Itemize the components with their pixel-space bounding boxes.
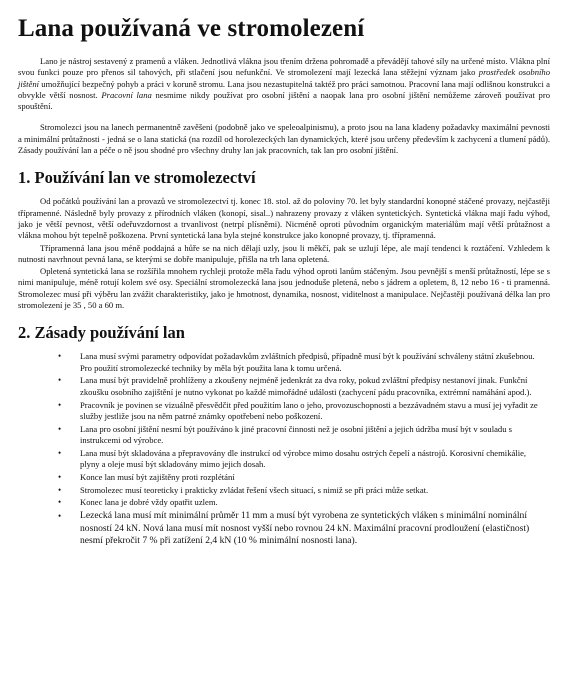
list-item: • Lana musí být pravidelně prohlíženy a zkoušeny nejméně jedenkrát za dva roky, pokud zvláštní předpisy nestanoví jinak. Funkční zkoušku osobního zajištění je nutno vykonat po každé mimořádné události (zachycení pádu pracovníka, extrémní namáhání apod.).	[80, 375, 550, 398]
list-item: • Konec lana je dobré vždy opatřit uzlem.	[80, 497, 550, 508]
intro-text-b: umožňující bezpečný pohyb a práci v koruně stromu. Lana jsou nezastupitelná taktéž pro práci samotnou. Pracovní lana mají odlišnou konstrukci a obvykle větší nosnost.	[18, 78, 550, 100]
section-1-paragraph-1: Od počátků používání lan a provazů ve stromolezectví tj. konec 18. stol. až do poloviny 70. let byly standardní konopné stáčené provazy, nejčastěji třípramenné. Následně byly provazy z přírodních vláken (konopí, sisal..) nahrazeny provazy z vláken syntetických. Syntetická vlákna mají řadu výhod, jako je větší pevnost, větší odeřuvzdornost a trvanlivost (netrpí plísněmi). Nicméně oproti původním organickým materiálům mají větší průtažnost a vlákna mohou být tepelně poškozena. První syntetická lana byla stejné konstrukce jako konopné provazy, tj. třípramenná.	[18, 196, 550, 241]
intro-emphasis-1: prostředek osobního jištění	[18, 67, 550, 89]
list-item: • Lezecká lana musí mít minimální průměr 11 mm a musí být vyrobena ze syntetických vláken s minimální nominální nosností 24 kN. Nová lana musí mít nosnost vyšší nebo rovnou 24 kN. Maximální pracovní prodloužení (elastičnost) nesmí překročit 7 % při zatížení 2,4 kN (10 % minimální nosnosti lana).	[80, 510, 550, 548]
rules-list	[18, 351, 550, 548]
intro-text-c: nesmime nikdy používat pro osobní jištění a naopak lana pro osobní jištění nemůžeme zároveň používat pro spouštění.	[18, 89, 550, 112]
list-item: • Stromolezec musí teoreticky i prakticky zvládat řešení všech situací, s nimiž se při práci může setkat.	[80, 485, 550, 496]
intro-paragraph-2: Stromolezci jsou na lanech permanentně zavěšeni (podobně jako ve speleoalpinismu), a proto jsou na lana kladeny požadavky maximální pevnosti a minimální průtažnosti - jedná se o lana statická (na rozdíl od horolezeckých lan dynamických, které jsou určeny především k zachycení a tlumení pádů). Zásady používání lan a péče o ně jsou shodné pro všechny druhy lan jak pracovních, tak lan pro osobní jištění.	[18, 122, 550, 156]
section-2-heading: 2. Zásady používání lan	[18, 323, 185, 343]
intro-paragraph-1	[18, 56, 550, 112]
intro-text-a: Lano je nástroj sestavený z pramenů a vláken. Jednotlivá vlákna jsou třením držena pohromadě a převádějí tahové síly na určené místo. Vlákna plní svou funkci pouze pro přenos sil tahových, při stlačení jsou nefunkční. Ve stromolezení mají lezecká lana stěžejní význam jako	[18, 56, 550, 78]
section-1-heading: 1. Používání lan ve stromolezectví	[18, 168, 256, 188]
list-item: • Lana musí být skladována a přepravovány dle instrukcí od výrobce mimo dosahu ostrých čepelí a nástrojů. Korosivní chemikálie, plyny a oleje musí být skladovány mimo jejich dosah.	[80, 448, 550, 471]
list-item: • Konce lan musí být zajištěny proti rozplétání	[80, 472, 550, 483]
list-item: • Pracovník je povinen se vizuálně přesvědčit před použitím lano o jeho, provozuschopnosti a bezzávadném stavu a musí jej vyřadit ze služby jestliže jsou na něm patrné známky opotřebení nebo poškození.	[80, 400, 550, 423]
intro-emphasis-2: Pracovní lana	[101, 89, 152, 100]
document-title: Lana používaná ve stromolezení	[18, 15, 365, 42]
list-item: • Lana pro osobní jištění nesmí být používáno k jiné pracovní činnosti než je osobní jištění a jejich údržba musí být v souladu s instrukcemi od výrobce.	[80, 424, 550, 447]
list-item: • Lana musí svými parametry odpovídat požadavkům zvláštních předpisů, případně musí být k používání schváleny státní zkušebnou. Pro použití stromolezecké techniky by měla být použita lana k tomu určená.	[80, 351, 550, 374]
section-1-paragraph-3: Opletená syntetická lana se rozšířila mnohem rychleji protože měla řadu výhod oproti lanům stáčeným. Jsou pevnější s menší průtažností, lépe se s nimi manipuluje, méně rotují kolem své osy. Speciální stromolezecká lana jsou jednoduše pletená, nebo s jádrem a opletem, 8, 12 nebo 16 - ti pramenná. Stromolezec musí při výběru lan zvážit charakteristiky, jako je hmotnost, dynamika, nosnost, viditelnost a manipulace. Nejčastěji používaná délka lan pro stromolezení je 35 , 50 a 60 m.	[18, 266, 550, 311]
section-1-paragraph-2: Třípramenná lana jsou méně poddajná a hůře se na nich dělají uzly, jsou li měkčí, pak se uzlují lépe, ale mají tendenci k roztáčení. Vzhledem k nutnosti navrhnout pevná lana, se kterými se dobře manipuluje, přišla na trh lana opletená.	[18, 242, 550, 264]
